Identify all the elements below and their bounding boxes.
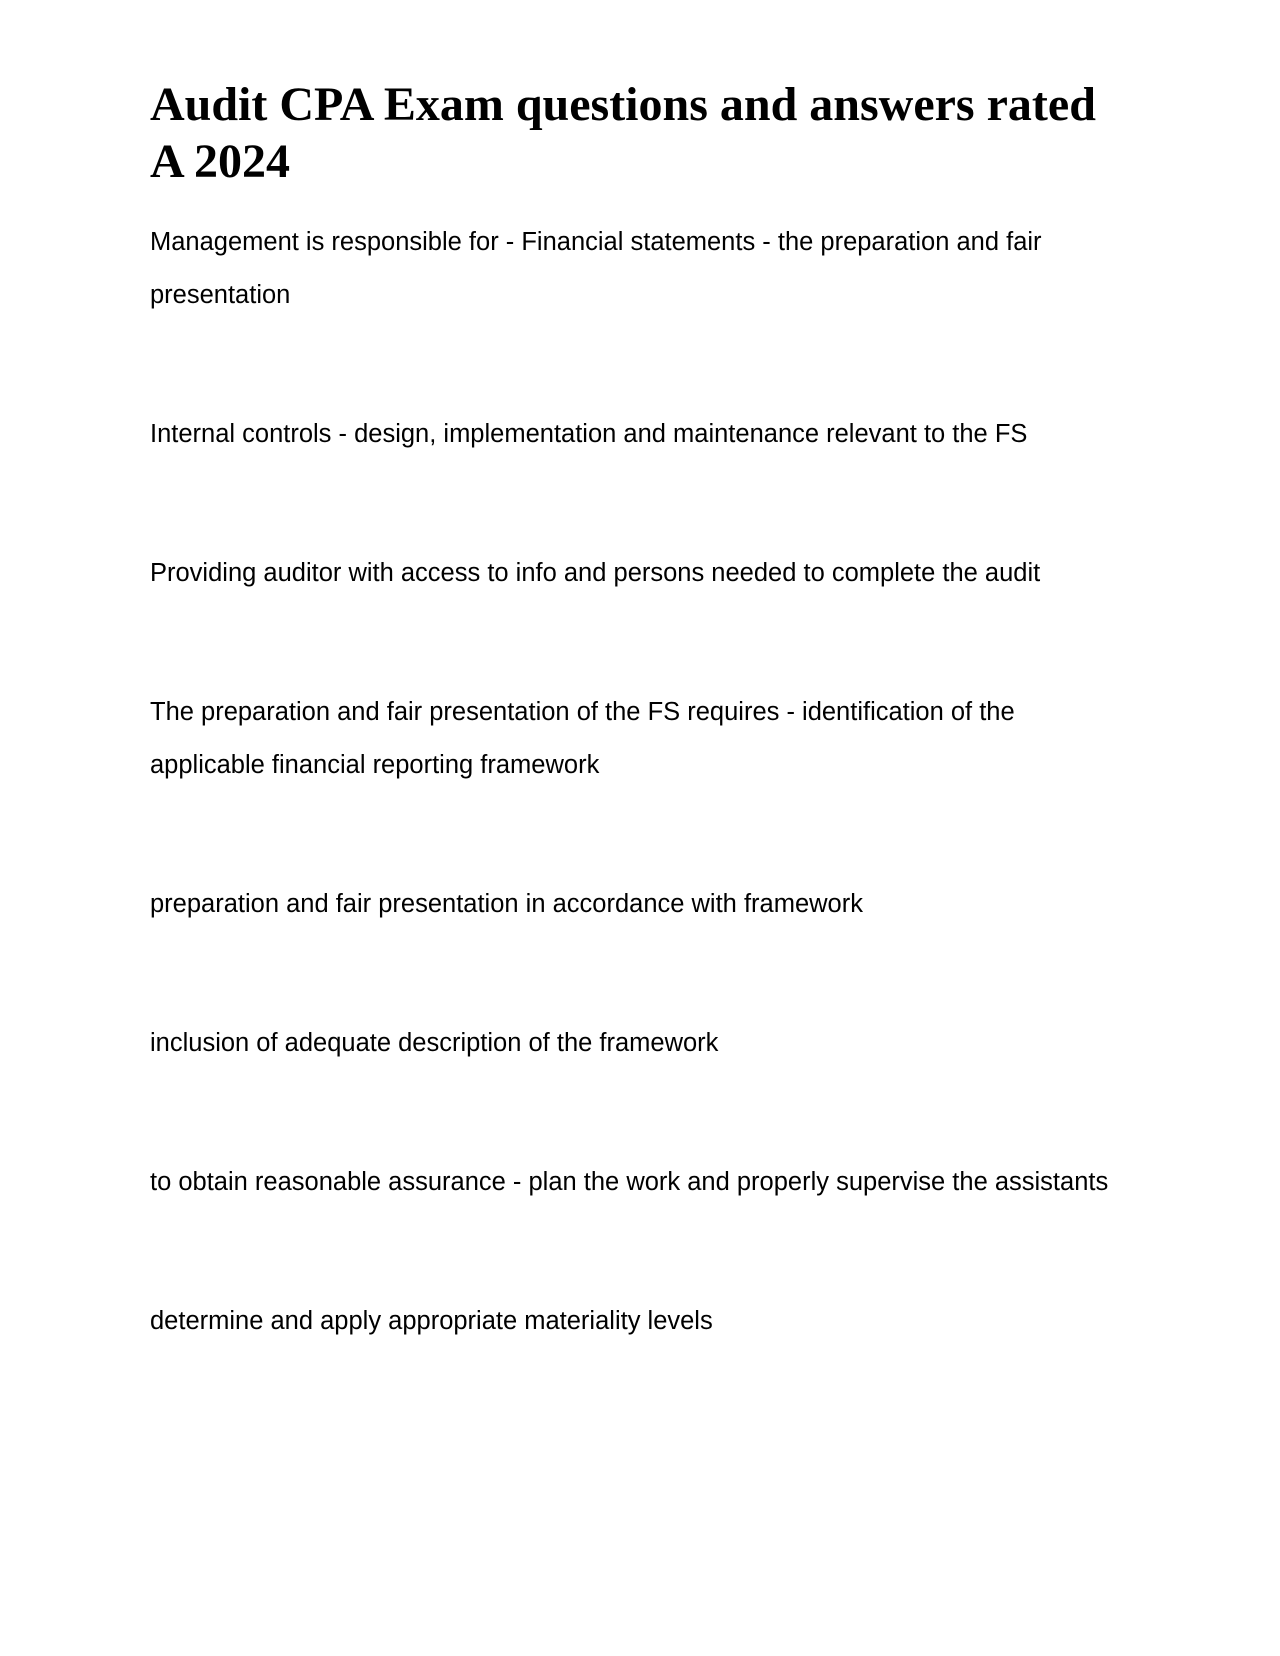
paragraph-management-responsibility: Management is responsible for - Financial statements - the preparation and fair presentation — [150, 228, 1042, 309]
document-title: Audit CPA Exam questions and answers rated A 2024 — [150, 78, 1096, 188]
paragraph-materiality-levels: determine and apply appropriate materiality levels — [150, 1307, 713, 1335]
document-body — [150, 216, 1110, 1348]
document-content — [150, 76, 1110, 1434]
paragraph-internal-controls: Internal controls - design, implementation and maintenance relevant to the FS — [150, 420, 1028, 448]
paragraph-reasonable-assurance: to obtain reasonable assurance - plan the work and properly supervise the assistants — [150, 1168, 1109, 1196]
paragraph-auditor-access: Providing auditor with access to info and persons needed to complete the audit — [150, 559, 1041, 587]
paragraph-framework-description: inclusion of adequate description of the framework — [150, 1029, 719, 1057]
paragraph-framework-accordance: preparation and fair presentation in accordance with framework — [150, 890, 863, 918]
paragraph-framework-identification: The preparation and fair presentation of the FS requires - identification of the applicable financial reporting framework — [150, 698, 1015, 779]
